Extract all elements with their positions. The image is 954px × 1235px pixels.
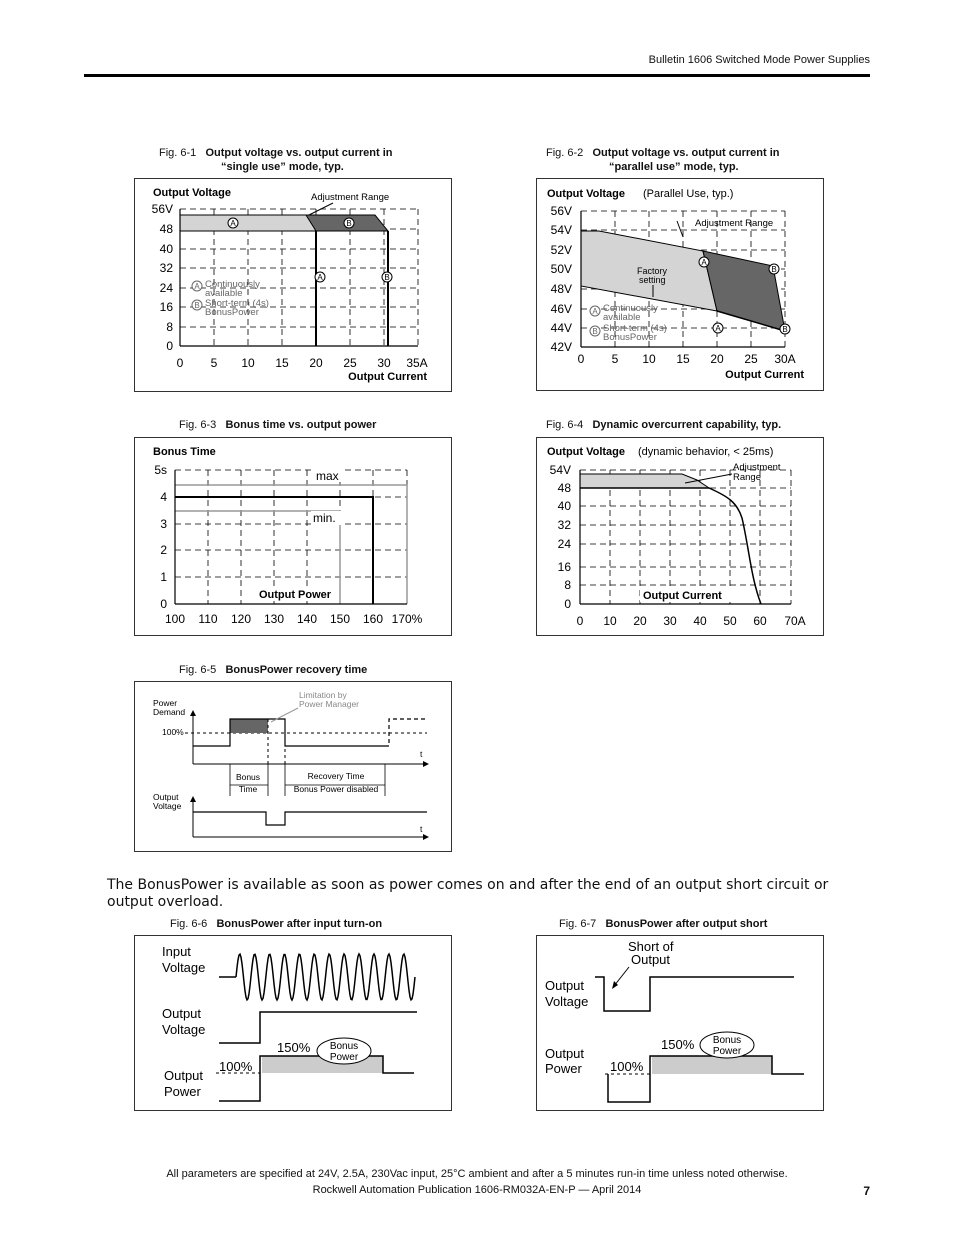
- fig-6-2-y-tick: 52V: [550, 243, 572, 257]
- fig-6-2-legend-b: Short-term (4s): [603, 323, 667, 334]
- fig-6-4-ylabel-note: (dynamic behavior, < 25ms): [638, 446, 774, 458]
- fig-6-4-yticks: [550, 463, 572, 611]
- fig-6-1-y-tick: 56V: [151, 202, 173, 216]
- fig-6-2-x-tick: 20: [710, 352, 724, 366]
- fig-6-2-y-tick: 54V: [550, 223, 572, 237]
- fig-6-6-number: Fig. 6-6: [170, 918, 208, 930]
- fig-6-4-x-tick: 30: [663, 614, 677, 628]
- svg-text:A: A: [701, 258, 707, 267]
- fig-6-1-number: Fig. 6-1: [159, 147, 197, 159]
- fig-6-3-y-tick: 0: [160, 597, 167, 611]
- fig-6-5-limitation-2: Power Manager: [299, 699, 360, 709]
- fig-6-1-y-tick: 32: [159, 261, 173, 275]
- fig-6-7-output-p-2: Power: [545, 1061, 582, 1076]
- fig-6-1-annotation: Adjustment Range: [311, 192, 390, 203]
- fig-6-2-title-line1: Output voltage vs. output current in: [592, 147, 780, 159]
- fig-6-1-y-tick: 0: [166, 339, 173, 353]
- fig-6-4-x-tick: 50: [723, 614, 737, 628]
- fig-6-6-title: BonusPower after input turn-on: [216, 918, 383, 930]
- fig-6-4-caption: [546, 419, 781, 431]
- svg-text:A: A: [592, 307, 598, 316]
- svg-text:B: B: [194, 301, 200, 310]
- svg-text:A: A: [194, 282, 200, 291]
- fig-6-6-output-voltage: [219, 1012, 417, 1043]
- fig-6-1-x-tick: 15: [275, 356, 289, 370]
- fig-6-2-factory-1: Factory: [637, 266, 668, 276]
- fig-6-3-max-label: max: [316, 469, 339, 483]
- fig-6-3-min-label: min.: [313, 511, 336, 525]
- fig-6-2-xticks: [578, 352, 796, 366]
- fig-6-6-bonus-1: Bonus: [329, 1041, 359, 1052]
- fig-6-4-y-tick: 40: [557, 499, 571, 513]
- fig-6-6-150: 150%: [277, 1040, 311, 1055]
- fig-6-2-legend-b2: BonusPower: [603, 332, 657, 343]
- svg-text:A: A: [715, 324, 721, 333]
- fig-6-7-diagram: [536, 935, 824, 1111]
- fig-6-4-annotation-2: Range: [733, 472, 761, 483]
- fig-6-7-output-p-1: Output: [545, 1046, 585, 1061]
- svg-text:B: B: [346, 219, 352, 228]
- fig-6-4-adjustment-area: [580, 474, 709, 488]
- fig-6-7-title: BonusPower after output short: [605, 918, 768, 930]
- fig-6-5-100pct: 100%: [162, 727, 184, 737]
- fig-6-2-x-tick: 10: [642, 352, 656, 366]
- fig-6-2-y-tick: 48V: [550, 282, 572, 296]
- fig-6-4-x-tick: 40: [693, 614, 707, 628]
- fig-6-7-output-v-2: Voltage: [545, 994, 589, 1009]
- fig-6-7-output-v-1: Output: [545, 978, 585, 993]
- fig-6-1-y-tick: 24: [159, 281, 173, 295]
- fig-6-6-caption: [170, 918, 382, 930]
- fig-6-2-x-tick: 30A: [774, 352, 796, 366]
- fig-6-5-bonus-area: [230, 719, 268, 733]
- fig-6-2-y-tick: 46V: [550, 302, 572, 316]
- fig-6-7-number: Fig. 6-7: [559, 918, 597, 930]
- fig-6-4-y-tick: 48: [557, 481, 571, 495]
- fig-6-3-caption: [179, 419, 376, 431]
- fig-6-2-factory-2: setting: [639, 275, 666, 285]
- svg-text:A: A: [317, 273, 323, 282]
- fig-6-1-xticks: [177, 356, 428, 370]
- fig-6-4-xticks: [577, 614, 806, 628]
- fig-6-3-y-tick: 5s: [154, 463, 167, 477]
- fig-6-2-y-tick: 56V: [550, 204, 572, 218]
- fig-6-5-t1: t: [420, 749, 423, 759]
- fig-6-3-x-tick: 140: [296, 612, 318, 626]
- fig-6-5-power-demand-2: Demand: [153, 707, 186, 717]
- fig-6-4-y-tick: 0: [564, 597, 571, 611]
- svg-text:B: B: [592, 327, 598, 336]
- fig-6-4-y-tick: 16: [557, 560, 571, 574]
- fig-6-7-100: 100%: [610, 1059, 644, 1074]
- fig-6-6-input-2: Voltage: [162, 960, 206, 975]
- fig-6-5-t2: t: [420, 824, 423, 834]
- fig-6-4-x-tick: 20: [633, 614, 647, 628]
- fig-6-6-output-p-2: Power: [164, 1084, 201, 1099]
- fig-6-1-ylabel: Output Voltage: [153, 187, 232, 199]
- fig-6-4-y-tick: 32: [557, 518, 571, 532]
- fig-6-4-x-tick: 10: [603, 614, 617, 628]
- fig-6-2-caption: [546, 147, 779, 159]
- fig-6-1-x-tick: 30: [377, 356, 391, 370]
- fig-6-5-title: BonusPower recovery time: [225, 664, 368, 676]
- fig-6-3-number: Fig. 6-3: [179, 419, 217, 431]
- fig-6-2-title-line2: “parallel use” mode, typ.: [609, 161, 739, 173]
- fig-6-4-xlabel: Output Current: [643, 590, 722, 602]
- fig-6-2-x-tick: 15: [676, 352, 690, 366]
- fig-6-5-power-demand-1: Power: [153, 698, 178, 708]
- fig-6-1-x-tick: 0: [176, 356, 184, 370]
- fig-6-4-x-tick: 70A: [784, 614, 806, 628]
- fig-6-3-x-tick: 120: [230, 612, 252, 626]
- fig-6-3-x-tick: 100: [164, 612, 186, 626]
- fig-6-3-chart: [134, 437, 452, 636]
- fig-6-5-output-1: Output: [153, 792, 179, 802]
- fig-6-5-recovery-2: Bonus Power disabled: [293, 784, 379, 794]
- footer-publication: Rockwell Automation Publication 1606-RM032A-EN-P — April 2014: [312, 1184, 642, 1196]
- fig-6-4-y-tick: 8: [564, 578, 571, 592]
- fig-6-2-legend-a2: available: [603, 312, 641, 323]
- fig-6-1-y-tick: 40: [159, 242, 173, 256]
- fig-6-2-yticks: [551, 204, 572, 354]
- fig-6-5-caption: [179, 664, 367, 676]
- fig-6-1-title-line2: “single use” mode, typ.: [221, 161, 344, 173]
- fig-6-6-input-1: Input: [162, 944, 191, 959]
- fig-6-1-area-a: [180, 215, 316, 231]
- fig-6-1-x-tick: 5: [210, 356, 218, 370]
- fig-6-2-y-tick: 42V: [550, 340, 572, 354]
- fig-6-1-y-tick: 8: [166, 320, 173, 334]
- fig-6-2-x-tick: 25: [744, 352, 758, 366]
- fig-6-5-voltage-curve: [193, 812, 427, 825]
- fig-6-7-bonus-area: [652, 1056, 772, 1074]
- fig-6-4-y-tick: 24: [557, 537, 571, 551]
- fig-6-3-y-tick: 4: [160, 490, 167, 504]
- fig-6-1-caption: [159, 147, 392, 159]
- fig-6-7-150: 150%: [661, 1037, 695, 1052]
- fig-6-1-x-tick: 10: [241, 356, 255, 370]
- fig-6-3-x-tick: 160: [362, 612, 384, 626]
- fig-6-1-yticks: [152, 202, 174, 353]
- fig-6-6-diagram: [134, 935, 452, 1111]
- fig-6-5-bonus-1: Bonus: [235, 772, 261, 782]
- fig-6-4-x-tick: 0: [576, 614, 584, 628]
- fig-6-3-x-tick: 130: [263, 612, 285, 626]
- fig-6-4-number: Fig. 6-4: [546, 419, 584, 431]
- fig-6-2-xlabel: Output Current: [725, 369, 804, 381]
- fig-6-4-grid: [580, 470, 791, 604]
- fig-6-1-xlabel: Output Current: [348, 371, 427, 383]
- fig-6-2-ylabel-note: (Parallel Use, typ.): [643, 188, 734, 200]
- fig-6-2-x-tick: 0: [577, 352, 585, 366]
- fig-6-1-x-tick: 35A: [406, 356, 428, 370]
- fig-6-3-x-tick: 150: [329, 612, 351, 626]
- fig-6-3-title: Bonus time vs. output power: [225, 419, 377, 431]
- fig-6-3-y-tick: 2: [160, 543, 167, 557]
- fig-6-7-short-1: Short of: [628, 939, 674, 954]
- fig-6-2-annotation-arrow: [677, 221, 683, 237]
- fig-6-7-bonus-2: Power: [712, 1046, 742, 1057]
- fig-6-7-bonus-1: Bonus: [712, 1035, 742, 1046]
- fig-6-1-title-line1: Output voltage vs. output current in: [205, 147, 393, 159]
- fig-6-5-limitation-1: Limitation by: [299, 690, 347, 700]
- page-number: 7: [863, 1184, 870, 1198]
- fig-6-2-x-tick: 5: [611, 352, 619, 366]
- svg-text:B: B: [771, 265, 777, 274]
- fig-6-4-ylabel: Output Voltage: [547, 446, 626, 458]
- fig-6-6-output-p-1: Output: [164, 1068, 204, 1083]
- fig-6-3-ylabel: Bonus Time: [153, 446, 216, 458]
- fig-6-4-x-tick: 60: [753, 614, 767, 628]
- fig-6-4-curve: [580, 488, 761, 604]
- fig-6-3-xlabel: Output Power: [258, 589, 332, 601]
- fig-6-1-legend-a: Continuously: [205, 279, 260, 290]
- fig-6-3-x-tick: 110: [198, 612, 218, 626]
- running-header: Bulletin 1606 Switched Mode Power Supplies: [648, 54, 870, 66]
- fig-6-7-short-arrow: [614, 967, 629, 986]
- body-paragraph: The BonusPower is available as soon as power comes on and after the end of an output short circuit or output overload.: [107, 877, 829, 910]
- fig-6-1-y-tick: 48: [159, 222, 173, 236]
- fig-6-4-chart: [536, 437, 824, 636]
- fig-6-6-100: 100%: [219, 1059, 253, 1074]
- fig-6-7-short-2: Output: [631, 952, 671, 967]
- fig-6-1-x-tick: 20: [309, 356, 323, 370]
- fig-6-6-output-v-2: Voltage: [162, 1022, 206, 1037]
- fig-6-3-yticks: [154, 463, 167, 611]
- fig-6-5-diagram: [134, 681, 452, 852]
- fig-6-2-y-tick: 50V: [550, 262, 572, 276]
- fig-6-1-legend-b2: BonusPower: [205, 307, 259, 318]
- fig-6-1-chart: [134, 178, 452, 392]
- fig-6-2-legend-a: Continuously: [603, 303, 658, 314]
- header-rule: [84, 74, 870, 77]
- fig-6-3-y-tick: 1: [160, 570, 167, 584]
- fig-6-5-recovery-1: Recovery Time: [307, 771, 365, 781]
- fig-6-3-x-tick: 170%: [391, 612, 423, 626]
- fig-6-6-input-sine: [236, 954, 415, 1000]
- fig-6-1-legend-b: Short-term (4s): [205, 298, 269, 309]
- fig-6-5-output-2: Voltage: [153, 801, 182, 811]
- fig-6-4-y-tick: 54V: [549, 463, 571, 477]
- fig-6-2-y-tick: 44V: [550, 321, 572, 335]
- svg-text:B: B: [384, 273, 390, 282]
- footer-note: All parameters are specified at 24V, 2.5A, 230Vac input, 25°C ambient and after a 5 minutes run-in time unless noted otherwise.: [166, 1168, 788, 1180]
- fig-6-6-output-v-1: Output: [162, 1006, 202, 1021]
- fig-6-2-chart: [536, 178, 824, 391]
- fig-6-4-title: Dynamic overcurrent capability, typ.: [592, 419, 782, 431]
- svg-text:A: A: [230, 219, 236, 228]
- fig-6-2-number: Fig. 6-2: [546, 147, 584, 159]
- fig-6-3-y-tick: 3: [160, 517, 167, 531]
- fig-6-4-annotation-1: Adjustment: [733, 462, 781, 473]
- fig-6-3-xticks: [165, 612, 423, 626]
- fig-6-2-annotation: Adjustment Range: [695, 218, 774, 229]
- fig-6-7-output-voltage: [595, 977, 794, 1011]
- fig-6-1-x-tick: 25: [343, 356, 357, 370]
- fig-6-6-bonus-2: Power: [329, 1052, 359, 1063]
- svg-text:B: B: [782, 325, 788, 334]
- fig-6-1-y-tick: 16: [159, 300, 173, 314]
- fig-6-5-bonus-2: Time: [238, 784, 258, 794]
- fig-6-2-ylabel: Output Voltage: [547, 188, 626, 200]
- fig-6-7-caption: [559, 918, 767, 930]
- fig-6-5-number: Fig. 6-5: [179, 664, 217, 676]
- fig-6-1-legend-a2: available: [205, 288, 243, 299]
